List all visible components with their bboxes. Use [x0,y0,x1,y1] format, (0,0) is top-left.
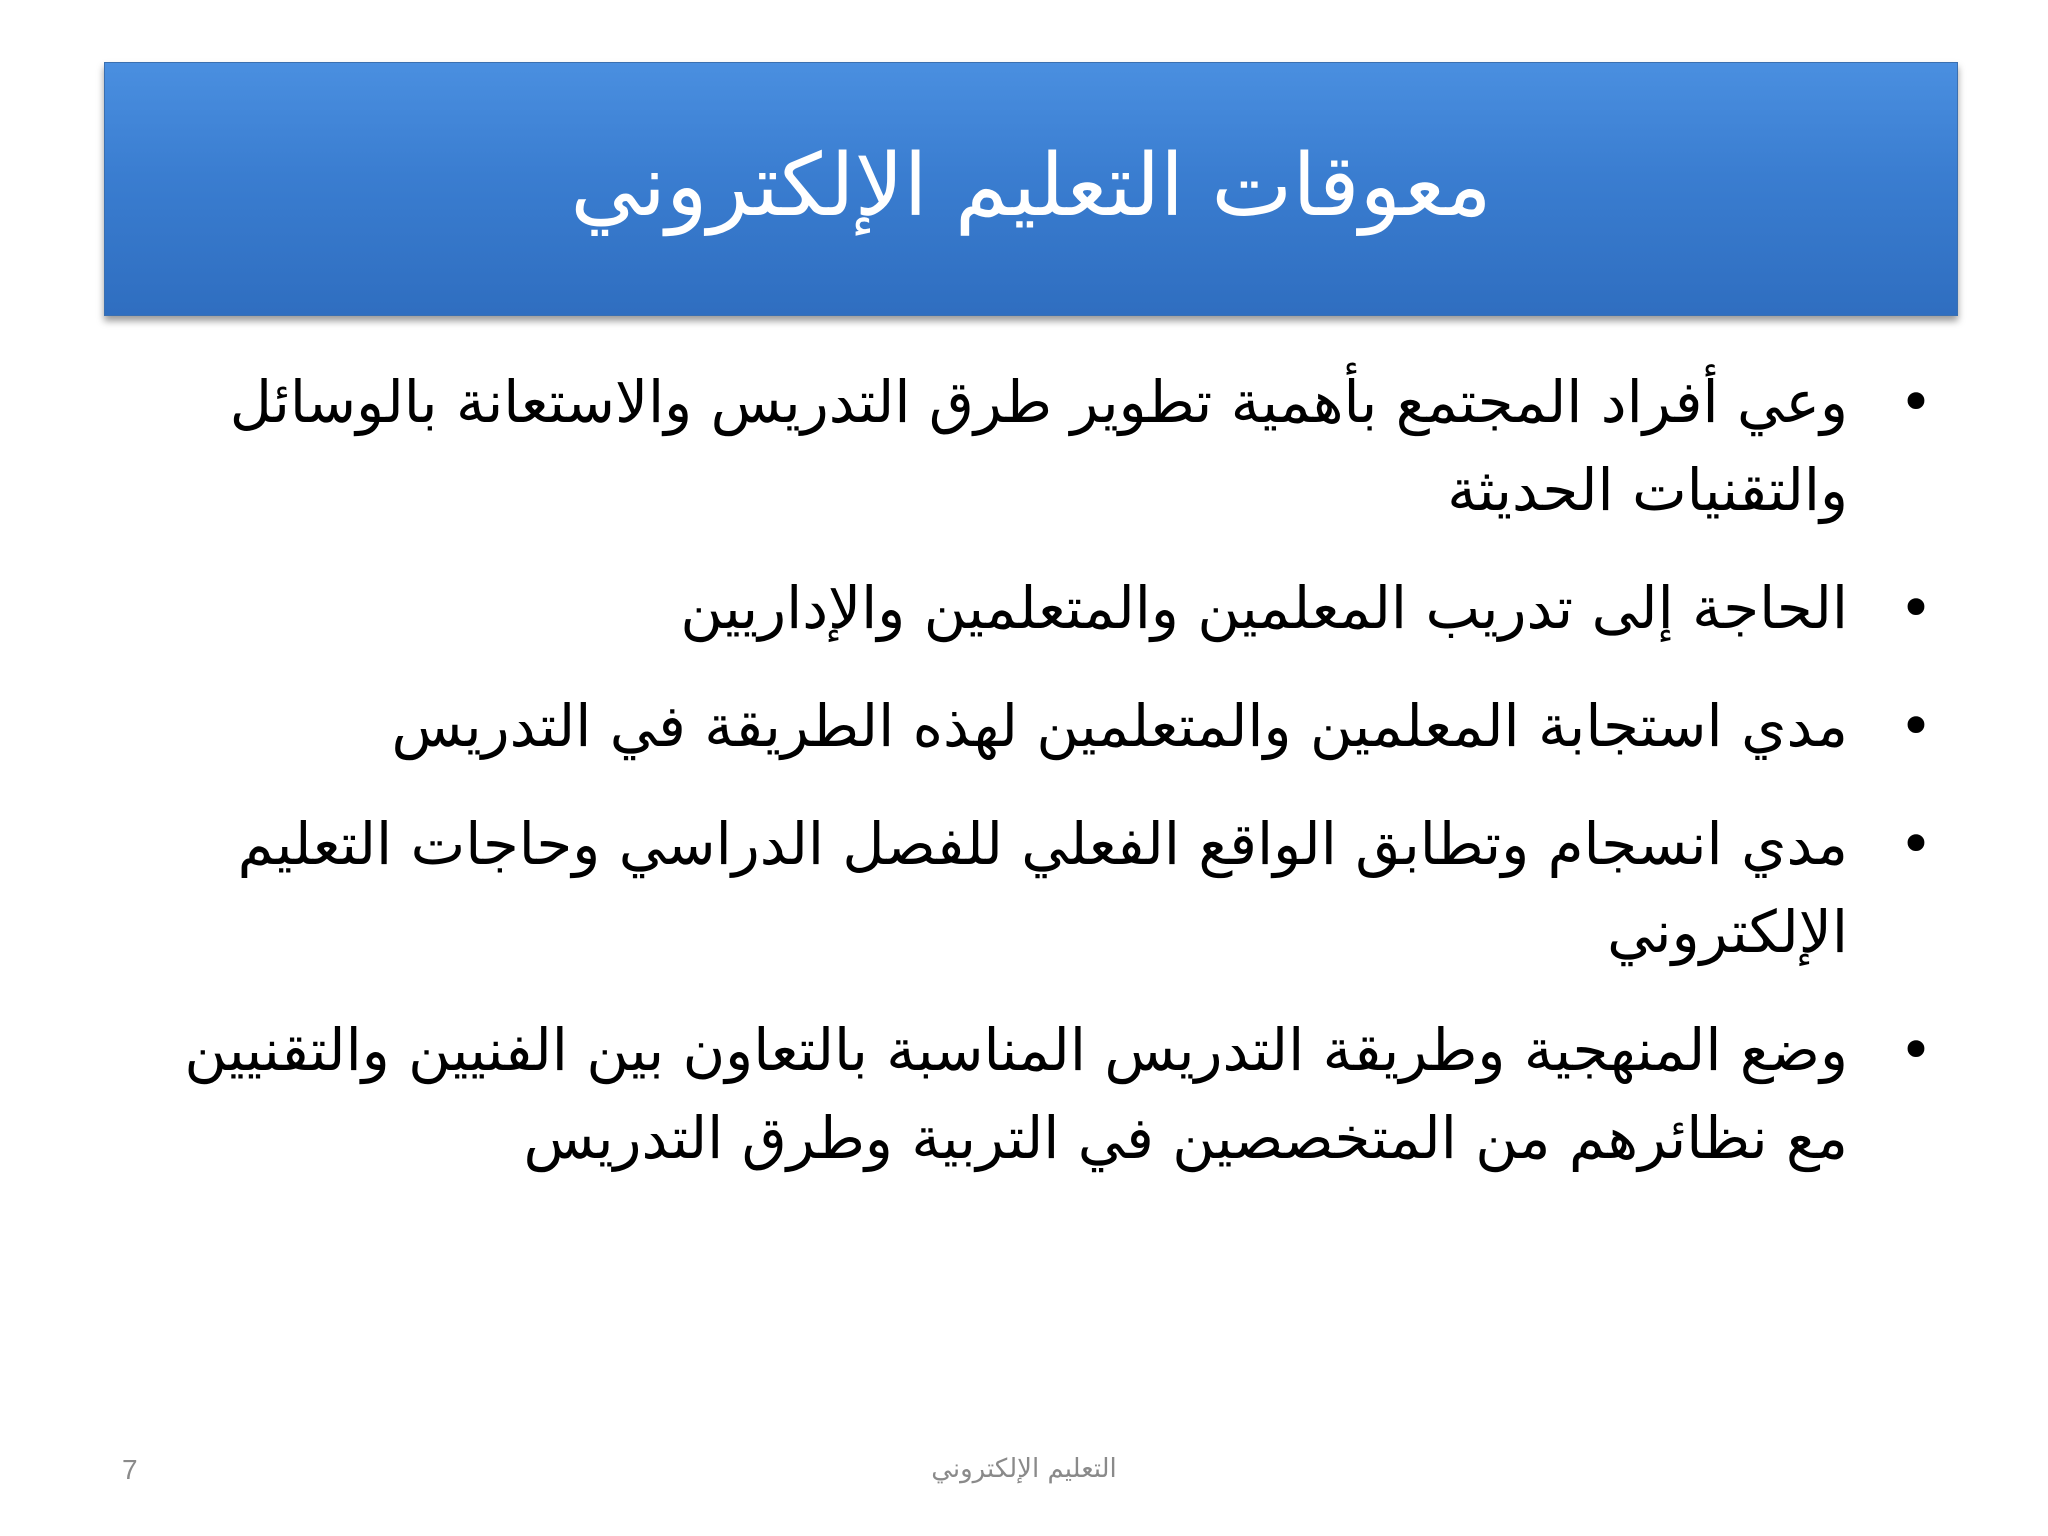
list-item [140,1006,1934,1182]
bullet-icon: • [1898,574,1934,642]
slide-title: معوقات التعليم الإلكتروني [570,136,1492,236]
bullet-text: الحاجة إلى تدريب المعلمين والمتعلمين والإداريين [680,574,1848,642]
bullet-icon: • [1898,368,1934,436]
bullet-text: وعي أفراد المجتمع بأهمية تطوير طرق التدريس والاستعانة بالوسائل والتقنيات الحديثة [229,368,1848,524]
list-item [140,564,1934,652]
list-item [140,682,1934,770]
bullet-list [140,358,1958,1212]
bullet-icon: • [1898,692,1934,760]
list-item [140,358,1934,534]
page-number: 7 [122,1454,138,1485]
list-item [140,800,1934,976]
title-banner [104,62,1958,316]
bullet-icon: • [1898,810,1934,878]
bullet-text: وضع المنهجية وطريقة التدريس المناسبة بالتعاون بين الفنيين والتقنيين مع نظائرهم من المتخصصين في التربية وطرق التدريس [184,1016,1848,1172]
bullet-text: مدي انسجام وتطابق الواقع الفعلي للفصل الدراسي وحاجات التعليم الإلكتروني [237,810,1848,966]
footer-title: التعليم الإلكتروني [931,1454,1117,1484]
bullet-icon: • [1898,1016,1934,1084]
bullet-text: مدي استجابة المعلمين والمتعلمين لهذه الطريقة في التدريس [391,692,1848,760]
